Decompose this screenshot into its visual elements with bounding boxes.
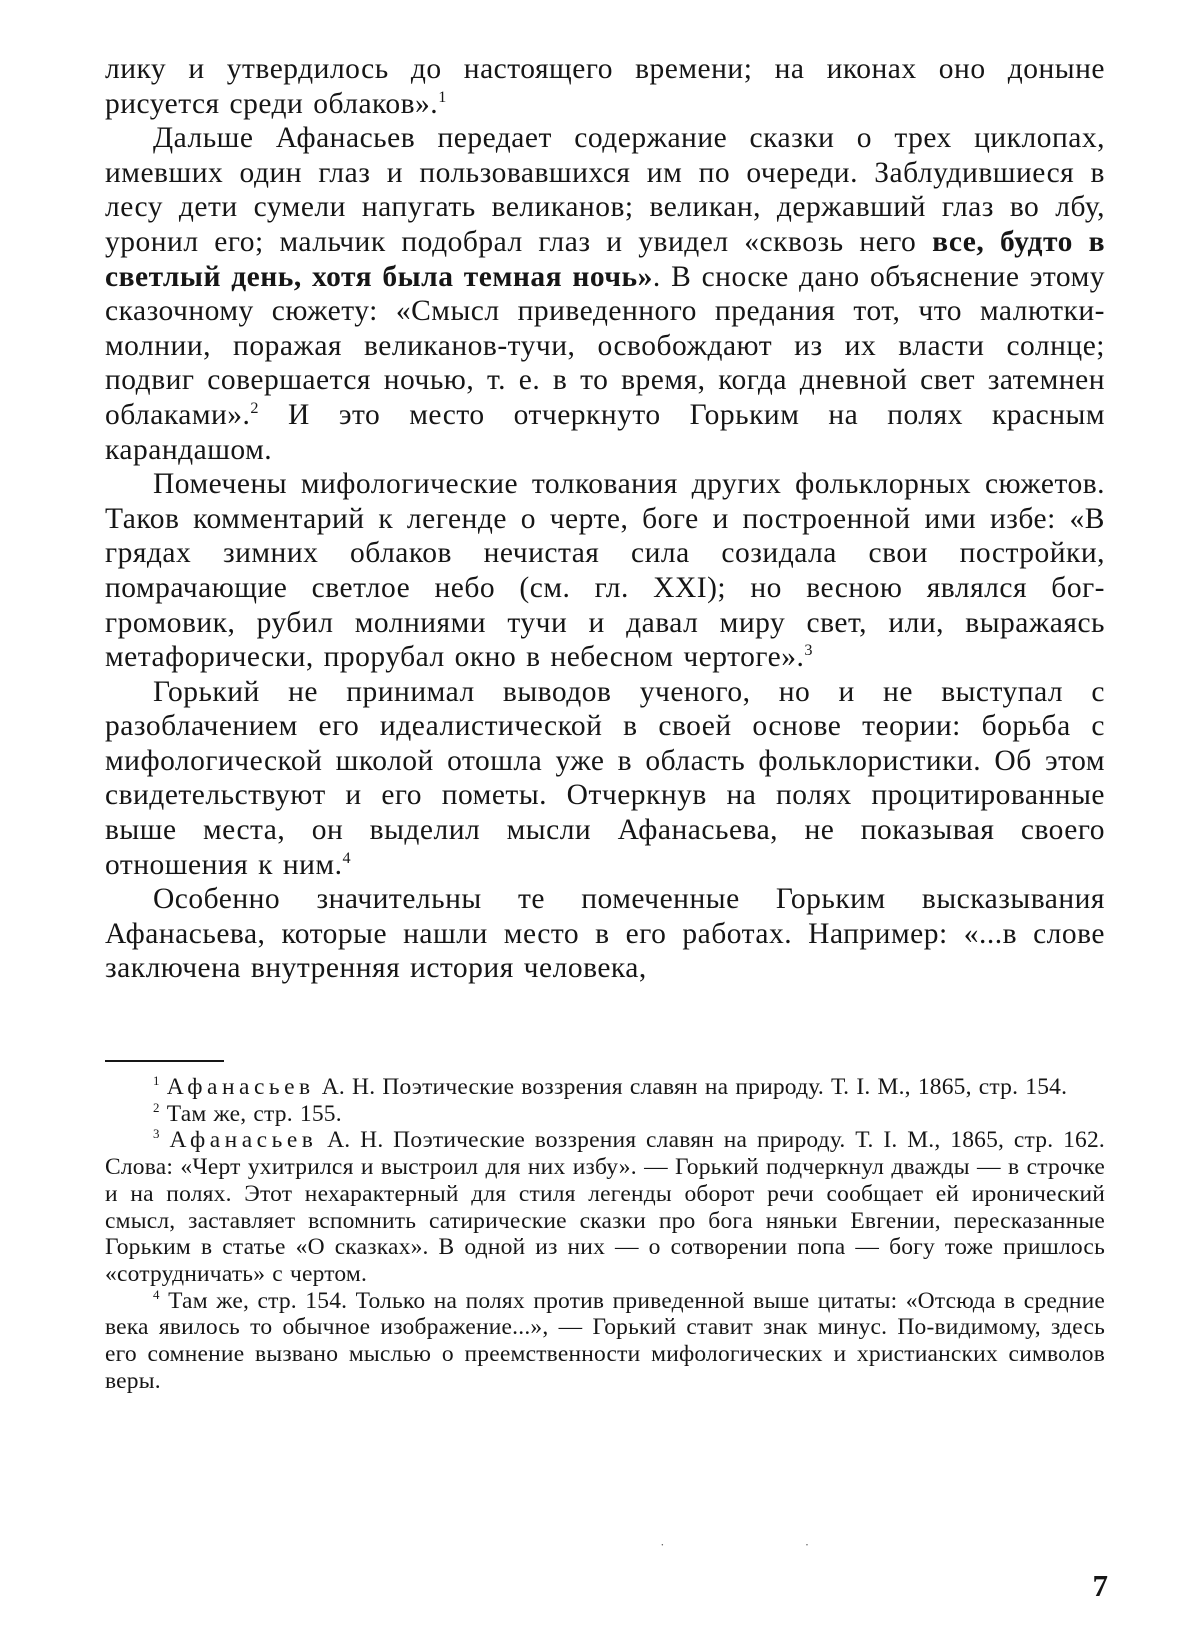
footnote-3	[105, 1127, 1105, 1287]
footnote-3-author: Афанасьев	[169, 1127, 318, 1154]
paragraph-3-text: Помечены мифологические толкования других фольклорных сюжетов. Таков комментарий к легенде о черте, боге и построенной ими избе: «В грядах зимних облаков нечистая сила созидала свои постройки, помрачающие светлое небо (см. гл. XXI); но весною являлся бог-громовик, рубил молниями тучи и давал миру свет, или, выражаясь метафорически, прорубал окно в небесном чертоге».	[105, 468, 1105, 674]
paragraph-2-bold-quote: все, будто в светлый день, хотя была темная ночь»	[105, 225, 1105, 293]
footnote-3-text: А. Н. Поэтические воззрения славян на природу. Т. I. М., 1865, стр. 162. Слова: «Черт ухитрился и выстроил для них избу». — Горький подчеркнул дважды — в строчке и на полях. Этот нехарактерный для стиля легенды оборот речи сообщает ей иронический смысл, заставляет вспомнить сатирические сказки про бога няньки Евгении, пересказанные Горьким в статье «О сказках». В одной из них — о сотворении попа — богу тоже пришлось «сотрудничать» с чертом.	[105, 1127, 1106, 1287]
paragraph-1-text: лику и утвердилось до настоящего времени; на иконах оно доныне рисуется среди облаков».	[105, 53, 1105, 120]
print-specks: ˙˙	[660, 1542, 950, 1557]
footnote-3-number: 3	[153, 1126, 160, 1142]
footnote-ref-2: 2	[250, 399, 260, 418]
paragraph-2-text-end: И это место отчеркнуто Горьким на полях красным карандашом.	[105, 398, 1105, 466]
footnote-divider	[105, 1060, 224, 1062]
footnote-1-text: А. Н. Поэтические воззрения славян на природу. Т. I. М., 1865, стр. 154.	[314, 1074, 1068, 1100]
footnote-2	[105, 1101, 1105, 1128]
paragraph-1	[105, 52, 1105, 121]
footnote-1-number: 1	[153, 1073, 160, 1089]
paragraph-2	[105, 121, 1105, 467]
paragraph-4-text: Горький не принимал выводов ученого, но и не выступал с разоблачением его идеалистической в своей основе теории: борьба с мифологической школой отошла уже в область фольклористики. Об этом свидетельствуют и его пометы. Отчеркнув на полях процитированные выше места, он выделил мысли Афанасьева, не показывая своего отношения к ним.	[105, 675, 1105, 881]
footnote-ref-3: 3	[804, 641, 813, 660]
paragraph-5	[105, 882, 1105, 986]
footnote-ref-4: 4	[342, 848, 352, 867]
paragraph-2-text: Дальше Афанасьев передает содержание сказки о трех циклопах, имевших один глаз и пользовавшихся им по очереди. Заблудившиеся в лесу дети сумели напугать великанов; великан, державший глаз во лбу, уронил его; мальчик подобрал глаз и увидел «сквозь него	[105, 122, 1105, 258]
footnote-2-number: 2	[153, 1099, 160, 1115]
footnotes	[105, 1074, 1105, 1394]
footnote-4	[105, 1288, 1105, 1395]
body-text	[105, 52, 1105, 986]
paragraph-5-text: Особенно значительны те помеченные Горьким высказывания Афанасьева, которые нашли место в его работах. Например: «...в слове заключена внутренняя история человека,	[105, 883, 1105, 985]
footnote-4-text: Там же, стр. 154. Только на полях против приведенной выше цитаты: «Отсюда в средние века явилось то обычное изображение...», — Горький ставит знак минус. По-видимому, здесь его сомнение вызвано мыслью о преемственности мифологических и христианских символов веры.	[105, 1287, 1105, 1394]
paragraph-2-text-cont: . В сноске дано объяснение этому сказочному сюжету: «Смысл приведенного предания тот, что малютки-молнии, поражая великанов-тучи, освобождают из их власти солнце; подвиг совершается ночью, т. е. в то время, когда дневной свет затемнен облаками».	[105, 260, 1105, 431]
paragraph-3	[105, 467, 1105, 675]
footnote-4-number: 4	[153, 1286, 160, 1302]
footnote-2-text: Там же, стр. 155.	[159, 1100, 342, 1127]
footnote-1	[105, 1074, 1105, 1101]
paragraph-4	[105, 675, 1105, 883]
footnote-ref-1: 1	[438, 87, 447, 106]
page-number: 7	[1092, 1568, 1108, 1603]
footnote-1-author: Афанасьев	[166, 1074, 315, 1100]
